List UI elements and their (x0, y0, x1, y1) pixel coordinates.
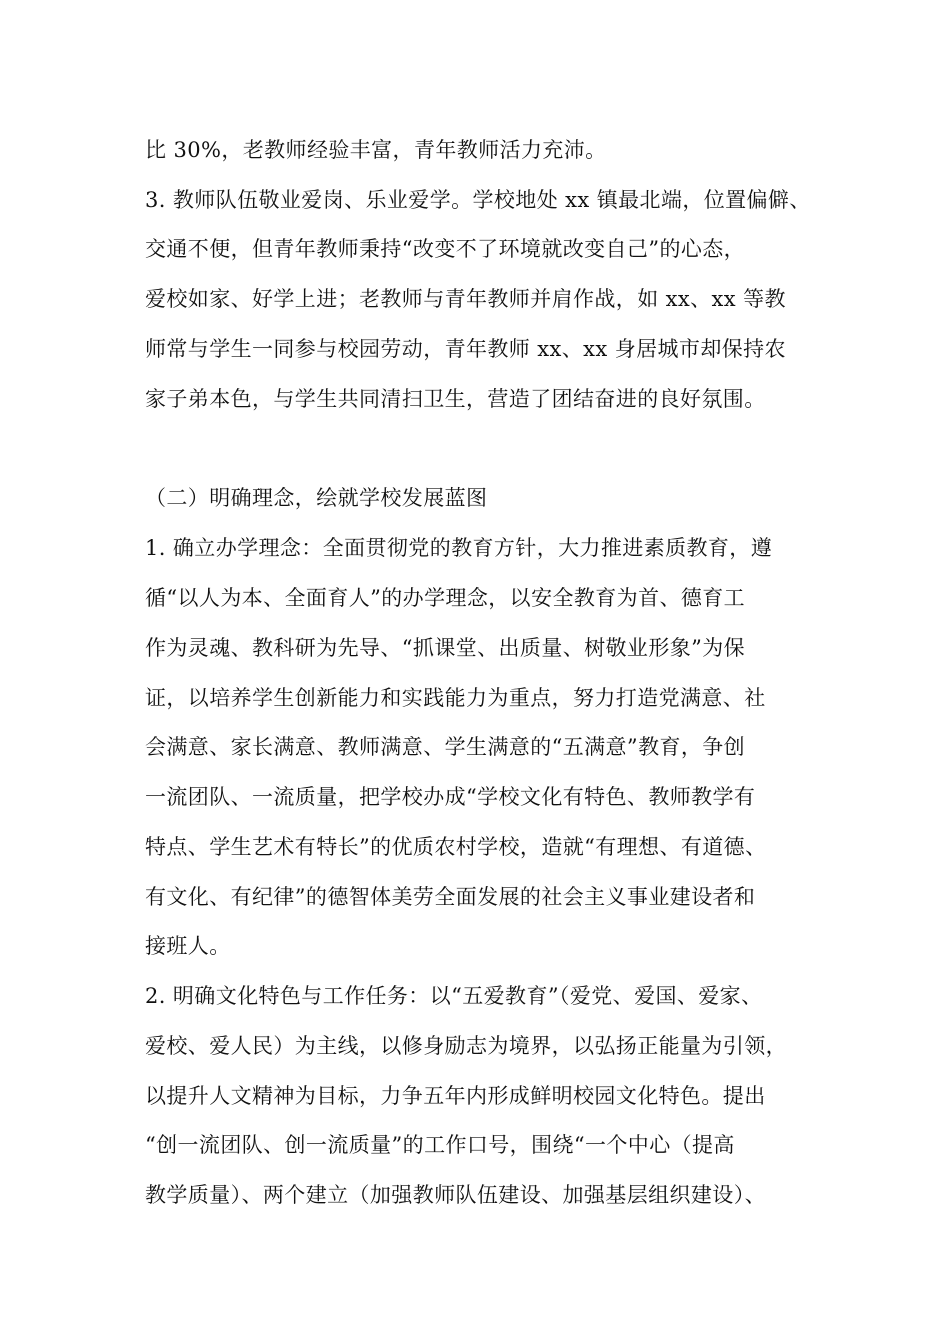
text-line: “创一流团队、创一流质量”的工作口号，围绕“一个中心（提高 (145, 1133, 735, 1157)
text-line: 循“以人为本、全面育人”的办学理念，以安全教育为首、德育工 (145, 586, 746, 610)
text-line: 爱校、爱人民）为主线，以修身励志为境界，以弘扬正能量为引领， (145, 1034, 787, 1058)
text-line: 会满意、家长满意、教师满意、学生满意的“五满意”教育，争创 (145, 735, 746, 759)
text-line: 2. 明确文化特色与工作任务：以“五爱教育”（爱党、爱国、爱家、 (145, 984, 763, 1008)
text-line: 家子弟本色，与学生共同清扫卫生，营造了团结奋进的良好氛围。 (145, 387, 766, 411)
text-line: 交通不便，但青年教师秉持“改变不了环境就改变自己”的心态， (145, 237, 746, 261)
text-line: 师常与学生一同参与校园劳动，青年教师 xx、xx 身居城市却保持农 (145, 337, 786, 361)
text-line: 作为灵魂、教科研为先导、“抓课堂、出质量、树敬业形象”为保 (145, 636, 746, 660)
text-line: 一流团队、一流质量，把学校办成“学校文化有特色、教师教学有 (145, 785, 756, 809)
text-line: 有文化、有纪律”的德智体美劳全面发展的社会主义事业建设者和 (145, 885, 756, 909)
text-line: 比 30%，老教师经验丰富，青年教师活力充沛。 (145, 138, 607, 162)
text-line: 接班人。 (145, 934, 231, 958)
text-line: 1. 确立办学理念：全面贯彻党的教育方针，大力推进素质教育，遵 (145, 536, 773, 560)
text-line: 证，以培养学生创新能力和实践能力为重点，努力打造党满意、社 (145, 686, 766, 710)
text-line: 特点、学生艺术有特长”的优质农村学校，造就“有理想、有道德、 (145, 835, 767, 859)
text-line: 爱校如家、好学上进；老教师与青年教师并肩作战，如 xx、xx 等教 (145, 287, 786, 311)
text-line: 以提升人文精神为目标，力争五年内形成鲜明校园文化特色。提出 (145, 1084, 766, 1108)
text-line: 3. 教师队伍敬业爱岗、乐业爱学。学校地处 xx 镇最北端，位置偏僻、 (145, 188, 811, 212)
text-line: 教学质量）、两个建立（加强教师队伍建设、加强基层组织建设）、 (145, 1183, 766, 1207)
section-heading: （二）明确理念，绘就学校发展蓝图 (145, 486, 488, 510)
